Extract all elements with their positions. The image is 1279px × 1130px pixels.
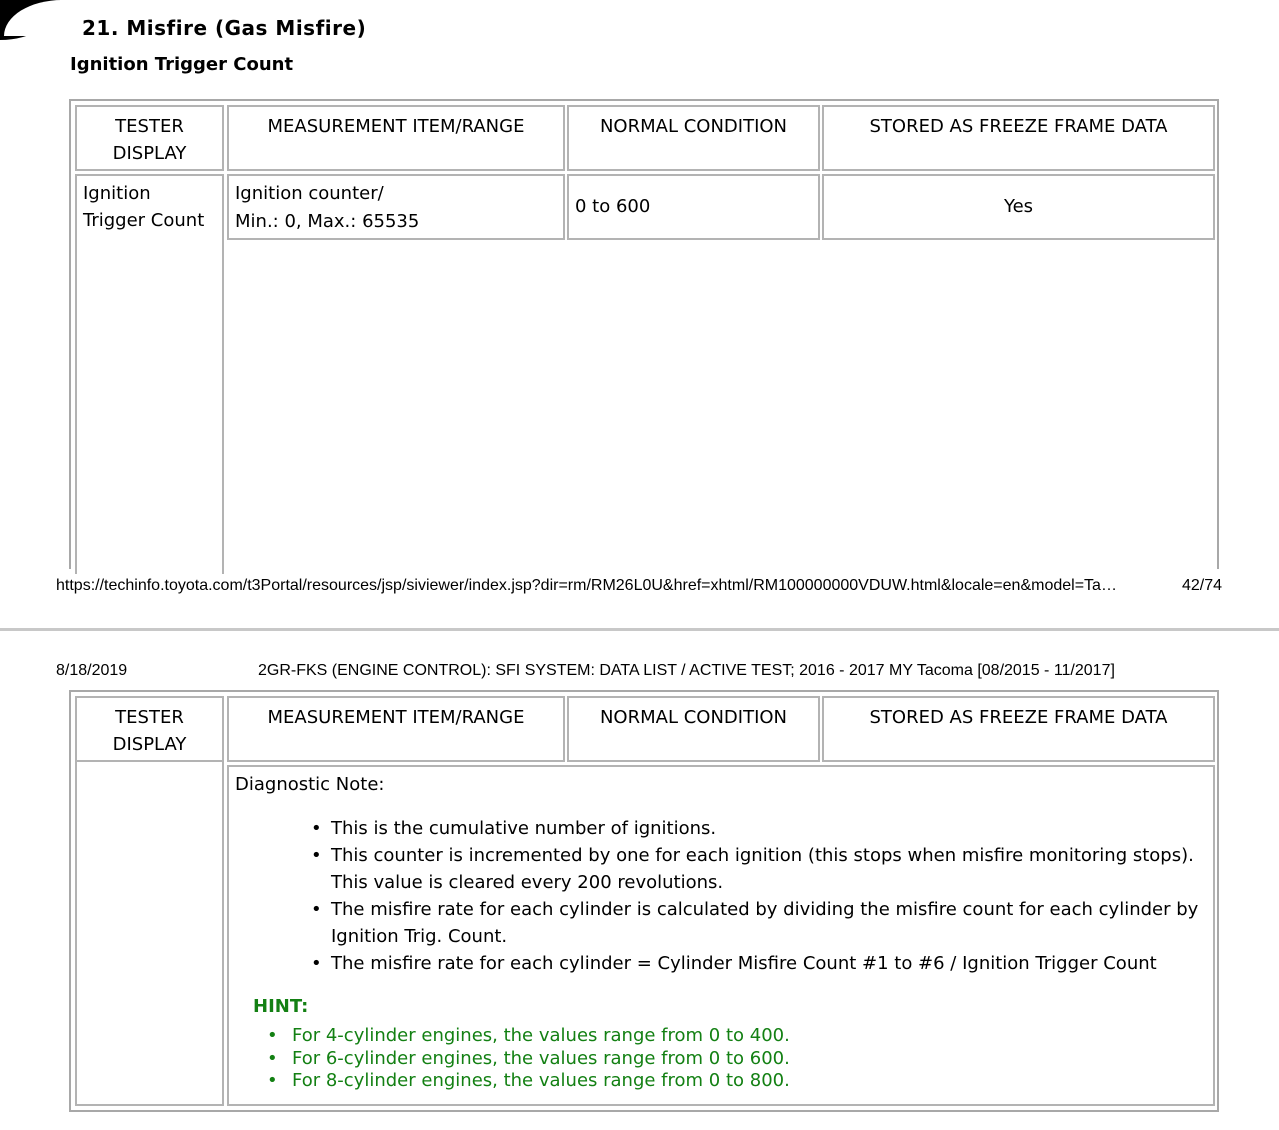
list-item: • This counter is incremented by one for each ignition (this stops when misfire monitoring stops). This value is cleared every 200 revolutions. <box>307 842 1207 896</box>
page-break-divider <box>0 628 1279 631</box>
cell-tester-display: Ignition Trigger Count <box>75 174 224 574</box>
list-item: • For 4-cylinder engines, the values range from 0 to 400. <box>265 1025 965 1048</box>
diagnostic-note-label: Diagnostic Note: <box>235 774 385 795</box>
header-freeze-frame: STORED AS FREEZE FRAME DATA <box>822 696 1215 762</box>
list-item: • For 8-cylinder engines, the values range from 0 to 800. <box>265 1070 965 1093</box>
list-item: • For 6-cylinder engines, the values range from 0 to 600. <box>265 1048 965 1071</box>
section-heading: 21. Misfire (Gas Misfire) <box>82 16 367 40</box>
header-freeze-frame: STORED AS FREEZE FRAME DATA <box>822 105 1215 171</box>
page-header-title: 2GR-FKS (ENGINE CONTROL): SFI SYSTEM: DATA LIST / ACTIVE TEST; 2016 - 2017 MY Tacoma [08/2015 - 11/2017] <box>258 662 1115 679</box>
header-measurement-item: MEASUREMENT ITEM/RANGE <box>227 696 565 762</box>
cell-measurement: Ignition counter/ Min.: 0, Max.: 65535 <box>227 174 565 240</box>
data-table-page-43 <box>69 690 1219 1112</box>
cell-normal-condition: 0 to 600 <box>567 174 820 240</box>
hint-label: HINT: <box>253 996 309 1017</box>
cell-tester-display-empty <box>75 762 224 1106</box>
header-normal-condition: NORMAL CONDITION <box>567 105 820 171</box>
subsection-heading: Ignition Trigger Count <box>70 54 294 75</box>
hint-list <box>265 1025 965 1093</box>
page-number: 42/74 <box>1182 577 1223 594</box>
header-measurement-item: MEASUREMENT ITEM/RANGE <box>227 105 565 171</box>
diagnostic-notes-list <box>307 815 1207 977</box>
page-header-date: 8/18/2019 <box>56 662 128 679</box>
header-tester-display: TESTER DISPLAY <box>75 696 224 762</box>
header-normal-condition: NORMAL CONDITION <box>567 696 820 762</box>
cell-freeze-frame: Yes <box>822 174 1215 240</box>
header-tester-display: TESTER DISPLAY <box>75 105 224 171</box>
list-item: • The misfire rate for each cylinder = Cylinder Misfire Count #1 to #6 / Ignition Trigger Count <box>307 950 1207 977</box>
list-item: • The misfire rate for each cylinder is calculated by dividing the misfire count for each cylinder by Ignition Trig. Count. <box>307 896 1207 950</box>
diagnostic-note-cell <box>227 765 1215 1106</box>
data-table-page-42 <box>69 99 1219 569</box>
page-footer-url: https://techinfo.toyota.com/t3Portal/resources/jsp/siviewer/index.jsp?dir=rm/RM26L0U&href=xhtml/RM100000000VDUW.html&locale=en&model=Ta… <box>56 577 1117 594</box>
list-item: • This is the cumulative number of ignitions. <box>307 815 1207 842</box>
page-corner-decoration <box>0 0 60 40</box>
